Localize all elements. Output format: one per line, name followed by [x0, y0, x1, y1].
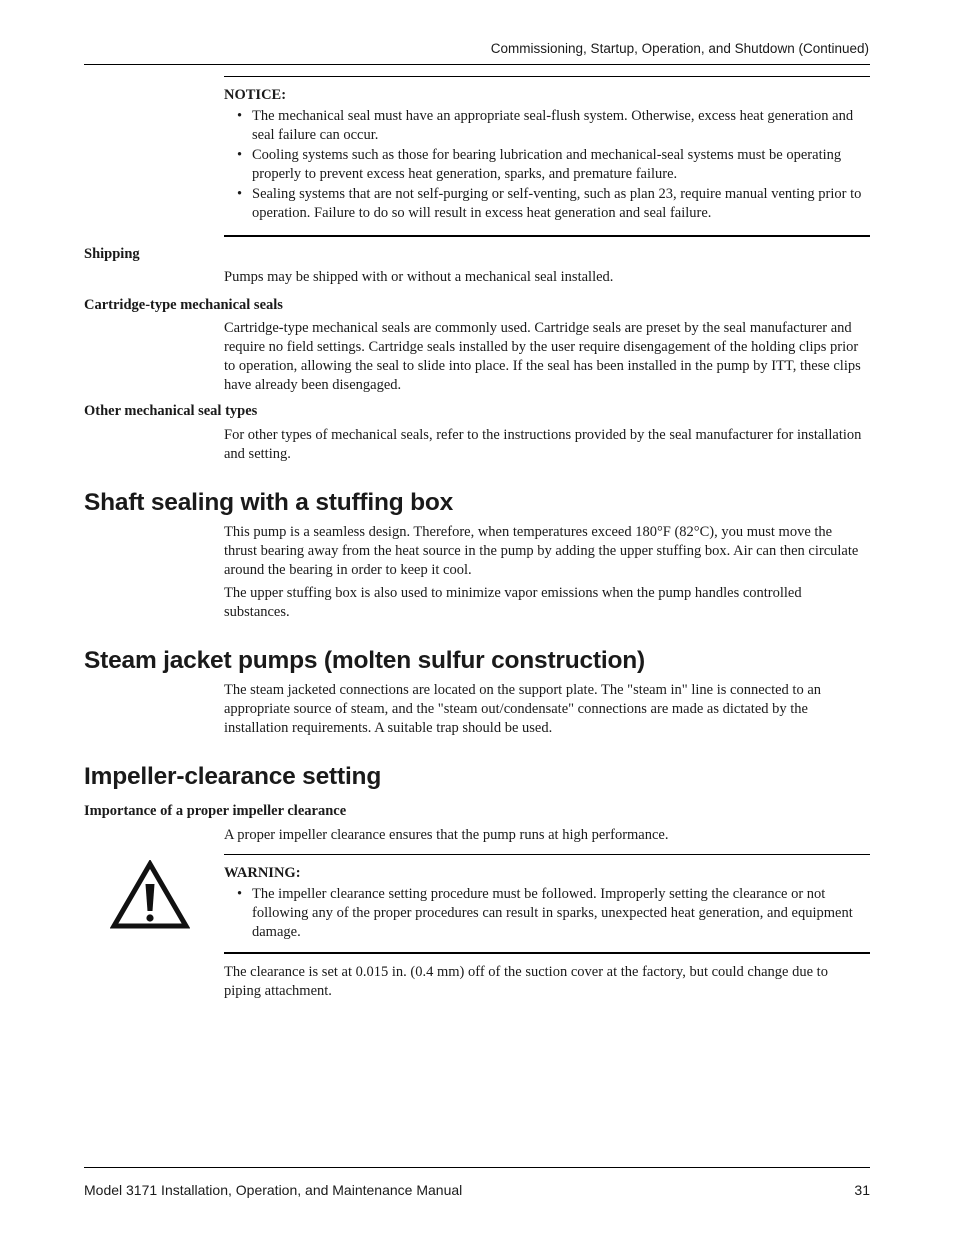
steam-jacket-heading: Steam jacket pumps (molten sulfur construction) — [84, 647, 645, 674]
warning-item: • The impeller clearance setting procedure must be followed. Improperly setting the clearance or not following any of the proper procedures can result in sparks, unexpected heat generation, and equipment damage. — [224, 885, 870, 942]
steam-jacket-text: The steam jacketed connections are located on the support plate. The "steam in" line is connected to an appropriate source of steam, and the "steam out/condensate" connections are made as dictated by the installation requirements. A suitable trap should be used. — [224, 682, 821, 736]
footer-rule — [84, 1167, 870, 1168]
cartridge-heading: Cartridge-type mechanical seals — [84, 297, 283, 313]
shipping-text: Pumps may be shipped with or without a mechanical seal installed. — [224, 269, 614, 285]
stuffing-box-para-2: The upper stuffing box is also used to minimize vapor emissions when the pump handles controlled substances. — [224, 585, 802, 620]
manual-title: Model 3171 Installation, Operation, and Maintenance Manual — [84, 1182, 463, 1198]
impeller-subheading: Importance of a proper impeller clearance — [84, 803, 347, 819]
warning-triangle-icon — [110, 860, 190, 930]
notice-item: • Cooling systems such as those for bearing lubrication and mechanical-seal systems must be operating properly to prevent excess heat generation, sparks, and premature failure. — [224, 146, 870, 184]
page-number: 31 — [854, 1182, 870, 1198]
impeller-intro: A proper impeller clearance ensures that the pump runs at high performance. — [224, 827, 669, 843]
stuffing-box-para-1: This pump is a seamless design. Therefore, when temperatures exceed 180°F (82°C), you must move the thrust bearing away from the heat source in the pump by adding the upper stuffing box. Air can then circulate around the bearing in order to keep it cool. — [224, 524, 859, 578]
warning-list — [224, 885, 870, 942]
notice-title: NOTICE: — [224, 87, 287, 103]
other-seals-heading: Other mechanical seal types — [84, 403, 258, 419]
notice-list — [224, 107, 870, 223]
notice-item: • Sealing systems that are not self-purging or self-venting, such as plan 23, require manual venting prior to operation. Failure to do so will result in excess heat generation and seal failure. — [224, 185, 870, 223]
impeller-closing: The clearance is set at 0.015 in. (0.4 mm) off of the suction cover at the factory, but could change due to piping attachment. — [224, 964, 828, 999]
impeller-heading: Impeller-clearance setting — [84, 763, 382, 790]
shipping-heading: Shipping — [84, 246, 140, 262]
header-rule — [84, 64, 870, 65]
stuffing-box-heading: Shaft sealing with a stuffing box — [84, 489, 454, 516]
notice-item: • The mechanical seal must have an appropriate seal-flush system. Otherwise, excess heat generation and seal failure can occur. — [224, 107, 870, 145]
cartridge-text: Cartridge-type mechanical seals are commonly used. Cartridge seals are preset by the seal manufacturer and require no field settings. Cartridge seals installed by the user require disengagement of the holding clips prior to operation, allowing the seal to slide into place. If the seal has been installed in the pump by ITT, these clips have already been disengaged. — [224, 320, 861, 393]
notice-box — [224, 76, 870, 237]
warning-box — [224, 854, 870, 954]
warning-title: WARNING: — [224, 865, 301, 881]
other-seals-text: For other types of mechanical seals, refer to the instructions provided by the seal manufacturer for installation and setting. — [224, 427, 862, 462]
running-header: Commissioning, Startup, Operation, and Shutdown (Continued) — [490, 41, 869, 56]
